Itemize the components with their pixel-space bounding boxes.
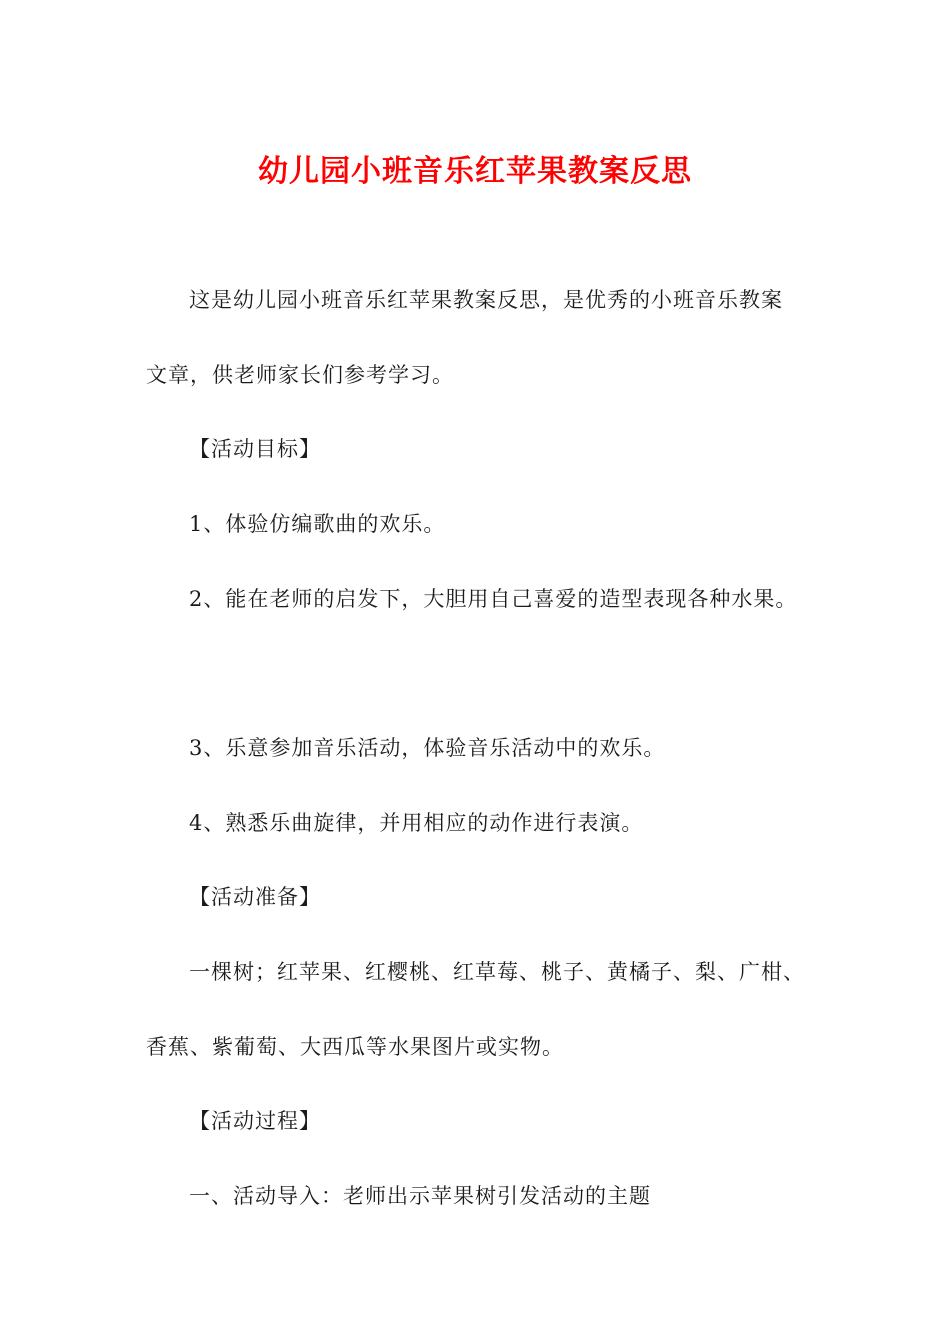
intro-line-1: 这是幼儿园小班音乐红苹果教案反思，是优秀的小班音乐教案 bbox=[189, 288, 783, 312]
document-title: 幼儿园小班音乐红苹果教案反思 bbox=[258, 154, 692, 189]
section-heading-process: 【活动过程】 bbox=[189, 1109, 321, 1133]
section-heading-goals: 【活动目标】 bbox=[189, 437, 321, 461]
section-heading-preparation: 【活动准备】 bbox=[189, 885, 321, 909]
goal-item-2: 2、能在老师的启发下，大胆用自己喜爱的造型表现各种水果。 bbox=[189, 587, 798, 611]
process-step-1: 一、活动导入：老师出示苹果树引发活动的主题 bbox=[189, 1184, 651, 1208]
intro-line-2: 文章，供老师家长们参考学习。 bbox=[146, 363, 454, 387]
goal-item-3: 3、乐意参加音乐活动，体验音乐活动中的欢乐。 bbox=[189, 736, 666, 760]
goal-item-4: 4、熟悉乐曲旋律，并用相应的动作进行表演。 bbox=[189, 811, 644, 835]
preparation-line-2: 香蕉、紫葡萄、大西瓜等水果图片或实物。 bbox=[146, 1035, 564, 1059]
preparation-line-1: 一棵树；红苹果、红樱桃、红草莓、桃子、黄橘子、梨、广柑、 bbox=[189, 960, 805, 984]
goal-item-1: 1、体验仿编歌曲的欢乐。 bbox=[189, 512, 446, 536]
